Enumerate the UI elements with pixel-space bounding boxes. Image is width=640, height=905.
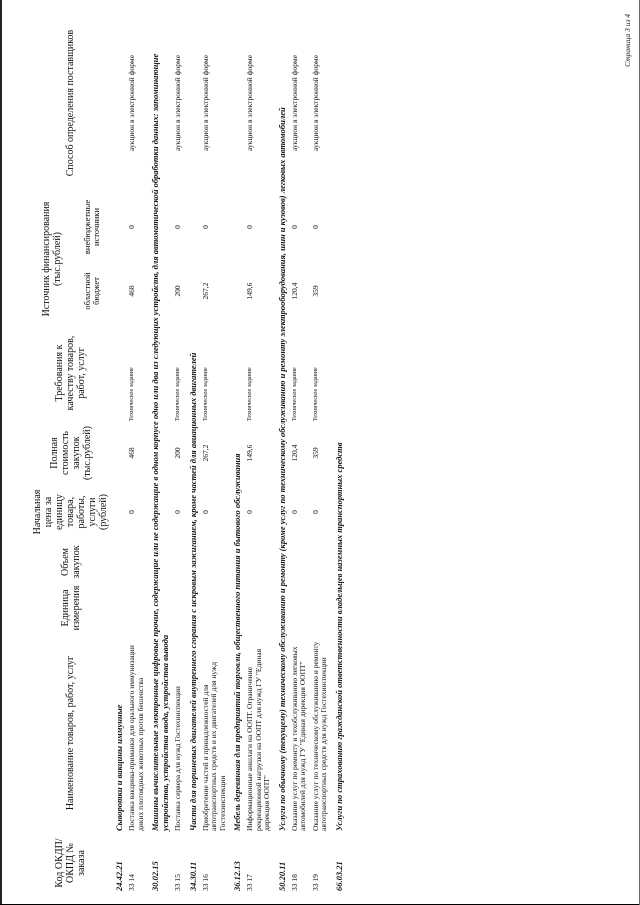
- item-total: 149,6: [245, 444, 254, 462]
- header-unit: Единица измерения: [59, 585, 82, 631]
- header-code: Код ОКДП/ ОКПД № заказа: [54, 838, 87, 888]
- item-offbudget: 0: [310, 225, 320, 229]
- item-volume: [172, 541, 185, 583]
- item-offbudget: 0: [127, 225, 136, 229]
- item-volume: [310, 541, 331, 583]
- item-method: аукцион в электронной форме: [245, 55, 254, 151]
- header-total: Полная стоимость закупок (тыс.рублей): [48, 425, 93, 481]
- item-offbudget: 0: [173, 225, 182, 229]
- table-row: [172, 11, 185, 893]
- item-quality: Техническое задание: [291, 367, 298, 421]
- header-funding: Источник финансирования (тыс.рублей): [40, 201, 63, 317]
- header-volume: Объем закупок: [59, 545, 82, 579]
- item-offbudget: 0: [289, 225, 299, 229]
- item-regional: 267,2: [200, 282, 210, 300]
- header-row: [30, 11, 74, 893]
- item-price: 0: [310, 510, 320, 514]
- item-method: аукцион в электронной форме: [200, 55, 210, 151]
- item-regional: 120,4: [289, 282, 299, 300]
- item-quality: Техническое задание: [247, 367, 253, 421]
- group-title: Услуги по обычному (текущему) техническому обслуживанию и ремонту (кроме услуг по техническому обслуживанию и ремонту электрооборудования, шин и кузовов) легковых автомобилей: [276, 107, 287, 831]
- item-unit: [310, 583, 331, 633]
- item-unit: [172, 583, 185, 633]
- item-unit: [200, 583, 230, 633]
- item-total: 200: [173, 447, 182, 459]
- group-row: [229, 11, 244, 893]
- group-code: 30.02.15: [150, 861, 160, 891]
- item-volume: [289, 541, 310, 583]
- item-price: 0: [289, 510, 299, 514]
- item-regional: 359: [310, 285, 320, 297]
- header-funding-offbudget: внебюджетные источники: [82, 199, 102, 255]
- order-number: 33 16: [200, 874, 210, 891]
- item-offbudget: 0: [200, 225, 210, 229]
- item-quality: Техническое задание: [312, 367, 319, 421]
- procurement-table: [30, 11, 346, 893]
- group-code: 50.20.11: [276, 861, 287, 891]
- item-method: аукцион в электронной форме: [310, 55, 320, 151]
- item-volume: [126, 541, 147, 583]
- item-total: 468: [127, 447, 136, 459]
- group-code: 24.42.21: [114, 861, 124, 891]
- item-offbudget: 0: [245, 225, 254, 229]
- item-quality: Техническое задание: [202, 367, 209, 421]
- item-regional: 149,6: [245, 282, 254, 300]
- item-name: Поставка вакцины-приманки для орального иммунизации диких плотоядных животных против бешенства: [127, 645, 145, 831]
- item-quality: Техническое задание: [175, 367, 181, 421]
- item-unit: [126, 583, 147, 633]
- item-price: 0: [200, 510, 210, 514]
- header-price: Начальная цена за единицу товара, работы, услуги (рублей): [32, 489, 109, 535]
- top-rule: [0, 0, 2, 905]
- item-regional: 200: [173, 285, 182, 297]
- group-title: Машины вычислительные электронные цифровые прочие, содержащие или не содержащие в одном корпусе одно или два из следующих устройств, для автоматической обработки данных: запоминающие устройства, устройства ввода, устройства вывода: [150, 53, 170, 831]
- item-name: Информационные аншлаги на ООПТ. Ограничение рекреационной нагрузки на ООПТ для нужд ГУ "Единая дирекция ООПТ": [245, 648, 271, 831]
- group-row: [147, 11, 172, 893]
- table-row: [289, 11, 310, 893]
- item-name: Оказание услуг по техническому обслуживанию и ремонту автотранспортных средств для нужд Гостехинспекции: [310, 641, 328, 831]
- table-row: [244, 11, 274, 893]
- item-name: Оказание услуг по ремонту и техобслуживанию легковых автомобилей для нужд ГУ "Единая дирекция ООПТ": [289, 646, 307, 831]
- order-number: 33 17: [245, 874, 254, 891]
- group-title: Услуги по страхованию гражданской ответственности владельцев наземных транспортных средств: [333, 442, 344, 831]
- item-price: 0: [245, 510, 254, 514]
- group-code: 66.03.21: [333, 861, 344, 891]
- table-row: [200, 11, 230, 893]
- group-row: [185, 11, 200, 893]
- item-unit: [244, 583, 274, 633]
- group-title: Сыворотки и вакцины иммунные: [114, 704, 124, 831]
- item-total: 267,2: [200, 444, 210, 462]
- group-row: [111, 11, 126, 893]
- item-total: 120,4: [289, 444, 299, 462]
- header-name: Наименование товаров, работ, услуг: [65, 655, 76, 811]
- group-code: 36.12.13: [232, 861, 242, 891]
- group-title: Мебель деревянная для предприятий торговли, общественного питания и бытового обслуживания: [232, 453, 242, 831]
- group-title: Части для поршневых двигателей внутреннего сгорания с искровым зажиганием, кроме частей для авиационных двигателей: [187, 352, 198, 831]
- group-row: [331, 11, 346, 893]
- item-total: 359: [310, 447, 320, 459]
- order-number: 33 14: [127, 874, 136, 891]
- header-funding-regional: областной бюджет: [82, 272, 102, 310]
- order-number: 33 15: [173, 874, 182, 891]
- group-row: [274, 11, 289, 893]
- item-method: аукцион в электронной форме: [127, 55, 136, 151]
- order-number: 33 18: [289, 874, 299, 891]
- item-quality: Техническое задание: [129, 367, 135, 421]
- item-unit: [289, 583, 310, 633]
- item-method: аукцион в электронной форме: [173, 55, 182, 151]
- header-method: Способ определения поставщиков: [65, 29, 76, 177]
- item-volume: [244, 541, 274, 583]
- item-volume: [200, 541, 230, 583]
- item-regional: 468: [127, 285, 136, 297]
- table-row: [126, 11, 147, 893]
- table-row: [310, 11, 331, 893]
- order-number: 33 19: [310, 874, 320, 891]
- item-name: Поставка сервера для нужд Гостехинспекции: [173, 686, 182, 831]
- page-number: Страница 3 из 4: [623, 14, 632, 67]
- item-price: 0: [173, 510, 182, 514]
- header-quality: Требования к качеству товаров, работ, услуг: [54, 335, 87, 411]
- item-price: 0: [127, 510, 136, 514]
- item-method: аукцион в электронной форме: [289, 55, 299, 151]
- item-name: Приобретение частей и принадлежностей для автотранспортных средств и их двигателей для нужд Гостехинспекции: [200, 661, 227, 831]
- group-code: 34.30.11: [187, 861, 198, 891]
